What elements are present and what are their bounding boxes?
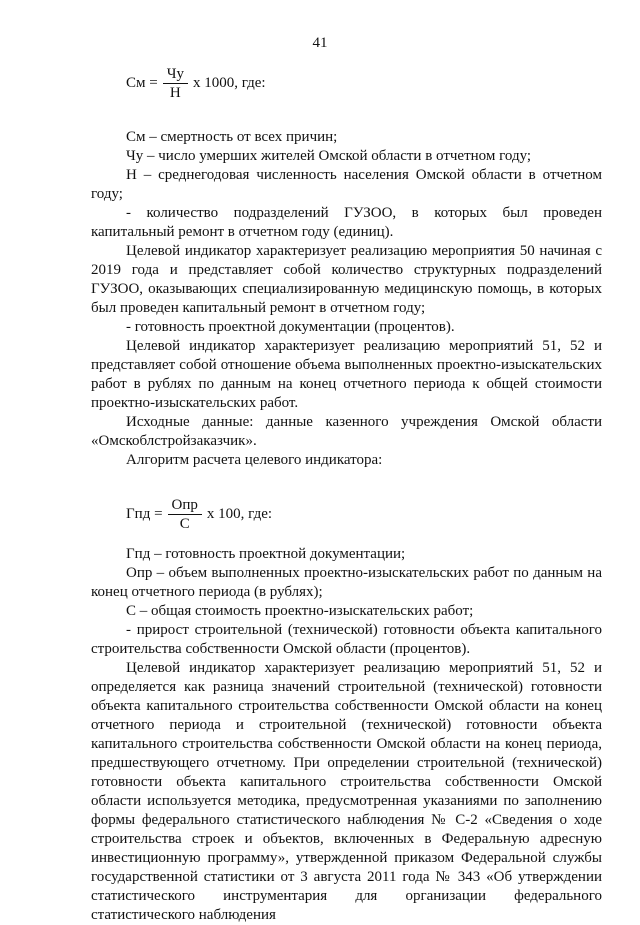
formula-numerator: Опр [168, 496, 202, 515]
page-number: 41 [312, 35, 328, 51]
paragraph: Целевой индикатор характеризует реализацию мероприятий 51, 52 и представляет собой отношение объема выполненных проектно-изыскательских работ в рублях по данным на конец отчетного периода к общей стоимости проектно-изыскательских работ. [91, 338, 602, 411]
paragraph: См – смертность от всех причин; [126, 129, 338, 145]
formula-denominator: С [179, 515, 190, 532]
formula-numerator: Чу [163, 65, 188, 84]
paragraph: Чу – число умерших жителей Омской области в отчетном году; [126, 148, 532, 164]
formula-denominator: Н [169, 84, 181, 101]
formula-fraction [168, 496, 202, 533]
page-body [91, 58, 602, 925]
formula-rhs: x 1000, где: [192, 74, 266, 91]
paragraph: Целевой индикатор характеризует реализацию мероприятия 50 начиная с 2019 года и представляет собой количество структурных подразделений ГУЗОО, оказывающих специализированную медицинскую помощь, в которых был проведен капитальный ремонт в отчетном году; [91, 243, 602, 316]
paragraph: Опр – объем выполненных проектно-изыскательских работ по данным на конец отчетного периода (в рублях); [91, 565, 602, 600]
formula-lhs: Гпд = [126, 505, 163, 522]
formula-fraction [163, 65, 188, 102]
mortality-formula [126, 58, 602, 108]
paragraph: Алгоритм расчета целевого индикатора: [126, 452, 383, 468]
paragraph: - прирост строительной (технической) готовности объекта капитального строительства собственности Омской области (процентов). [91, 622, 602, 657]
paragraph: - количество подразделений ГУЗОО, в которых был проведен капитальный ремонт в отчетном году (единиц). [91, 205, 602, 240]
paragraph: Исходные данные: данные казенного учреждения Омской области «Омскоблстройзаказчик». [91, 414, 602, 449]
formula-lhs: См = [126, 74, 158, 91]
readiness-formula [126, 487, 602, 541]
paragraph: С – общая стоимость проектно-изыскательских работ; [126, 603, 474, 619]
paragraph: - готовность проектной документации (процентов). [126, 319, 455, 335]
paragraph: Гпд – готовность проектной документации; [126, 546, 406, 562]
paragraph: Н – среднегодовая численность населения Омской области в отчетном году; [91, 167, 602, 202]
paragraph: Целевой индикатор характеризует реализацию мероприятий 51, 52 и определяется как разница значений строительной (технической) готовности объекта капитального строительства собственности Омской области на конец отчетного периода и строительной (технической) готовности объекта капитального строительства собственности Омской области на конец периода, предшествующего отчетному. При определении строительной (технической) готовности объекта капитального строительства собственности Омской области используется методика, предусмотренная указаниями по заполнению формы федерального статистического наблюдения № С-2 «Сведения о ходе строительства строек и объектов, включенных в Федеральную адресную инвестиционную программу», утвержденной приказом Федеральной службы государственной статистики от 3 августа 2011 года № 343 «Об утверждении статистического инструментария для организации федерального статистического наблюдения [91, 660, 602, 923]
formula-rhs: x 100, где: [206, 505, 273, 522]
